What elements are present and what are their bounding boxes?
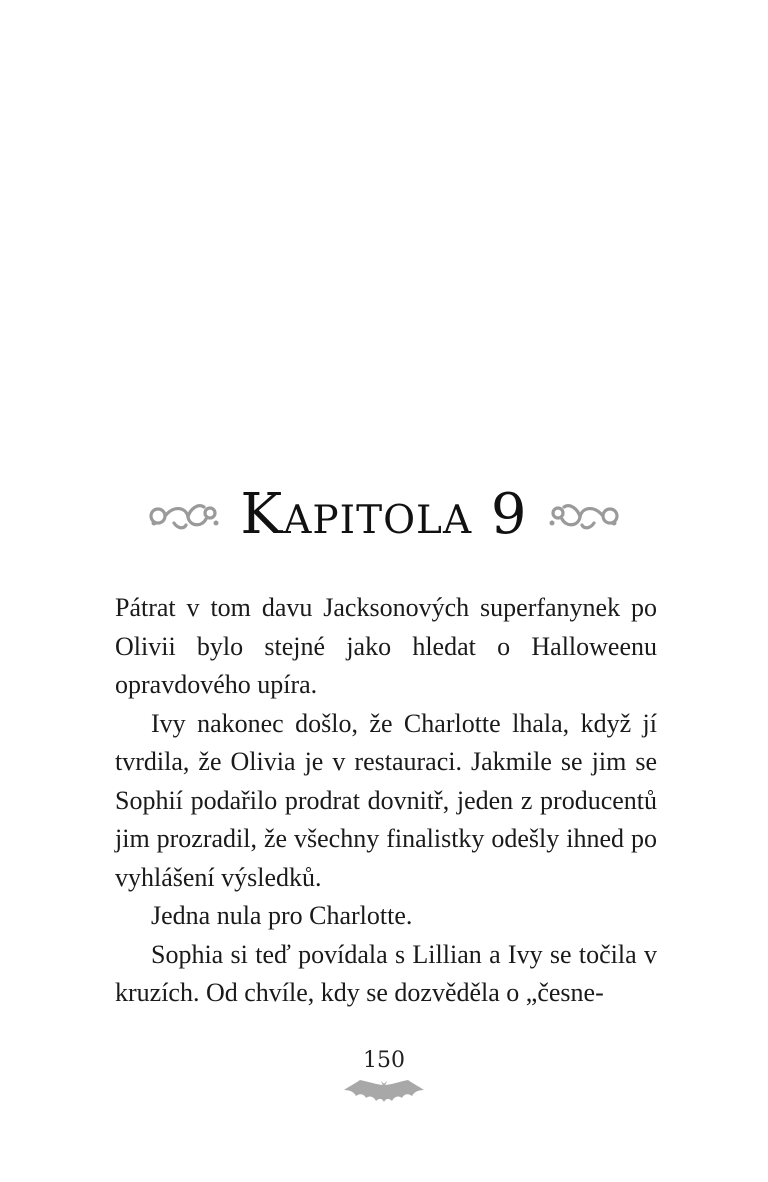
- right-flourish-icon: [546, 495, 624, 535]
- paragraph-1: Pátrat v tom davu Jacksonových superfanynek po Olivii bylo stejné jako hledat o Halloweenu opravdového upíra.: [115, 593, 657, 699]
- left-flourish-icon: [144, 495, 222, 535]
- chapter-title: Kapitola 9: [240, 482, 528, 547]
- bat-icon: [344, 1078, 424, 1110]
- page-footer: [0, 1046, 768, 1110]
- page-number: 150: [363, 1048, 405, 1073]
- paragraph-3: Jedna nula pro Charlotte.: [151, 901, 413, 930]
- paragraph-4: Sophia si teď povídala s Lillian a Ivy se točila v kruzích. Od chvíle, kdy se dozvěděla o „česne-: [115, 939, 657, 1007]
- chapter-heading: [0, 470, 768, 560]
- chapter-body: [115, 589, 657, 1013]
- paragraph-2: Ivy nakonec došlo, že Charlotte lhala, když jí tvrdila, že Olivia je v restauraci. Jakmile se jim se Sophií podařilo prodrat dovnitř, jeden z producentů jim prozradil, že všechny finalistky odešly ihned po vyhlášení výsledků.: [115, 708, 657, 892]
